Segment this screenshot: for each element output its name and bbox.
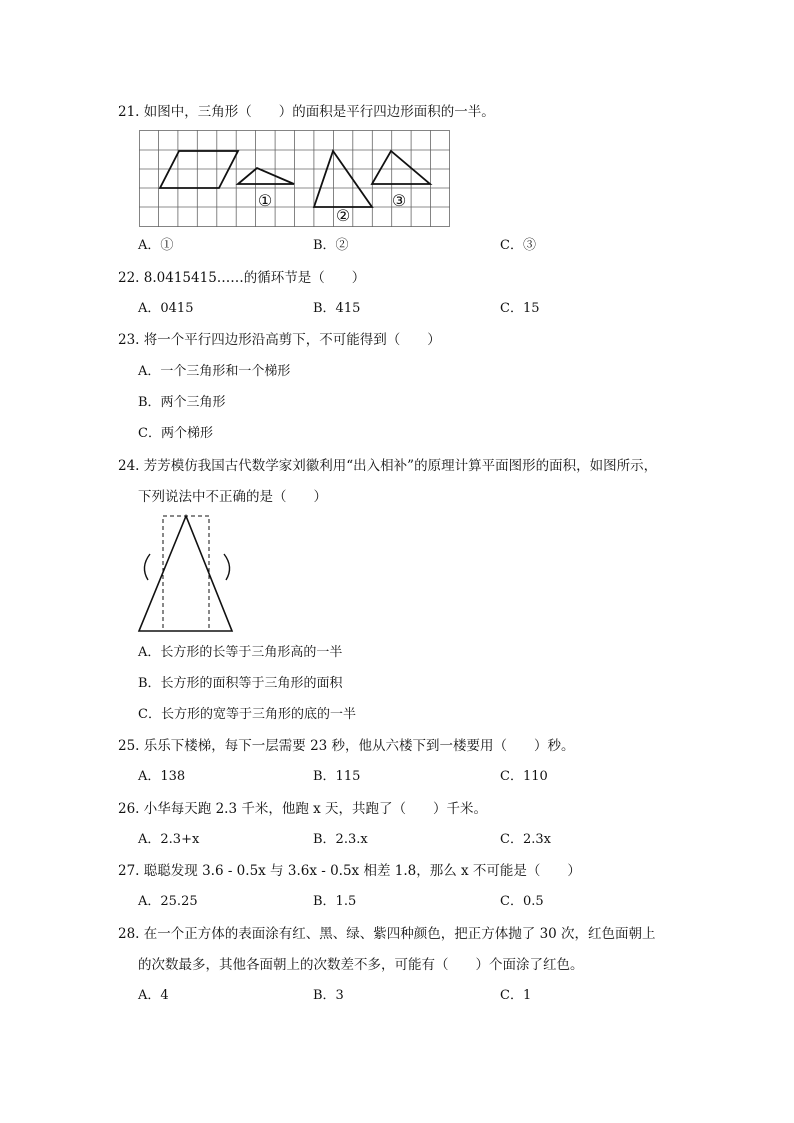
question-number: 24.	[118, 458, 140, 474]
parallelogram	[160, 151, 238, 188]
question-23	[118, 330, 441, 350]
question-27	[118, 861, 581, 881]
option-c[interactable]: C．③	[500, 238, 536, 253]
question-text: 如图中，三角形（ ）的面积是平行四边形面积的一半。	[143, 104, 495, 120]
question-number: 23.	[118, 332, 140, 348]
option-a[interactable]: A．一个三角形和一个梯形	[138, 364, 291, 379]
question-24-line2: 下列说法中不正确的是（ ）	[138, 489, 327, 505]
question-25	[118, 736, 575, 756]
question-28-line2: 的次数最多，其他各面朝上的次数差不多，可能有（ ）个面涂了红色。	[138, 957, 584, 973]
option-b[interactable]: B．115	[313, 769, 361, 784]
option-b[interactable]: B．②	[313, 238, 349, 253]
option-b[interactable]: B．3	[313, 988, 344, 1003]
option-a[interactable]: A．25.25	[138, 894, 198, 909]
question-text: 在一个正方体的表面涂有红、黑、绿、紫四种颜色，把正方体抛了 30 次，红色面朝上	[143, 926, 656, 942]
option-c[interactable]: C．两个梯形	[138, 426, 213, 441]
option-a[interactable]: A．0415	[138, 301, 194, 316]
question-text: 将一个平行四边形沿高剪下，不可能得到（ ）	[143, 332, 441, 348]
option-b[interactable]: B．两个三角形	[138, 395, 226, 410]
option-a[interactable]: A．长方形的长等于三角形高的一半	[138, 645, 343, 660]
question-number: 27.	[118, 863, 140, 879]
option-b[interactable]: B．长方形的面积等于三角形的面积	[138, 676, 343, 691]
question-24	[118, 456, 657, 476]
option-c[interactable]: C．2.3x	[500, 832, 551, 847]
question-26	[118, 799, 487, 819]
question-text: 小华每天跑 2.3 千米，他跑 x 天，共跑了（ ）千米。	[143, 801, 488, 817]
option-c[interactable]: C．110	[500, 769, 548, 784]
question-text: 乐乐下楼梯，每下一层需要 23 秒，他从六楼下到一楼要用（ ）秒。	[143, 738, 575, 754]
question-text: 8.0415415……的循环节是（ ）	[143, 270, 366, 286]
label-3: ③	[391, 191, 407, 210]
question-text: 芳芳模仿我国古代数学家刘徽利用“出入相补”的原理计算平面图形的面积，如图所示，	[143, 458, 658, 474]
option-b[interactable]: B．415	[313, 301, 361, 316]
question-number: 21.	[118, 104, 140, 120]
label-2: ②	[335, 206, 351, 225]
triangle-3	[372, 151, 430, 184]
question-28	[118, 924, 656, 944]
question-21	[118, 102, 495, 122]
option-a[interactable]: A．138	[138, 769, 186, 784]
question-number: 22.	[118, 270, 140, 286]
option-c[interactable]: C．15	[500, 301, 540, 316]
option-b[interactable]: B．2.3.x	[313, 832, 368, 847]
question-number: 28.	[118, 926, 140, 942]
triangle-2	[314, 151, 372, 207]
question-text: 聪聪发现 3.6 - 0.5x 与 3.6x - 0.5x 相差 1.8，那么 x 不可能是（ ）	[143, 863, 581, 879]
option-a[interactable]: A．①	[138, 238, 174, 253]
option-c[interactable]: C．长方形的宽等于三角形的底的一半	[138, 707, 356, 722]
question-number: 25.	[118, 738, 140, 754]
option-a[interactable]: A．4	[138, 988, 169, 1003]
question-22	[118, 268, 365, 288]
option-c[interactable]: C．0.5	[500, 894, 544, 909]
question-number: 26.	[118, 801, 140, 817]
option-c[interactable]: C．1	[500, 988, 532, 1003]
option-a[interactable]: A．2.3+x	[138, 832, 200, 847]
option-b[interactable]: B．1.5	[313, 894, 357, 909]
label-1: ①	[257, 191, 273, 210]
grid-figure-q21	[139, 130, 451, 228]
triangle-1	[238, 168, 294, 184]
triangle-rectangle-figure-q24	[136, 512, 240, 634]
